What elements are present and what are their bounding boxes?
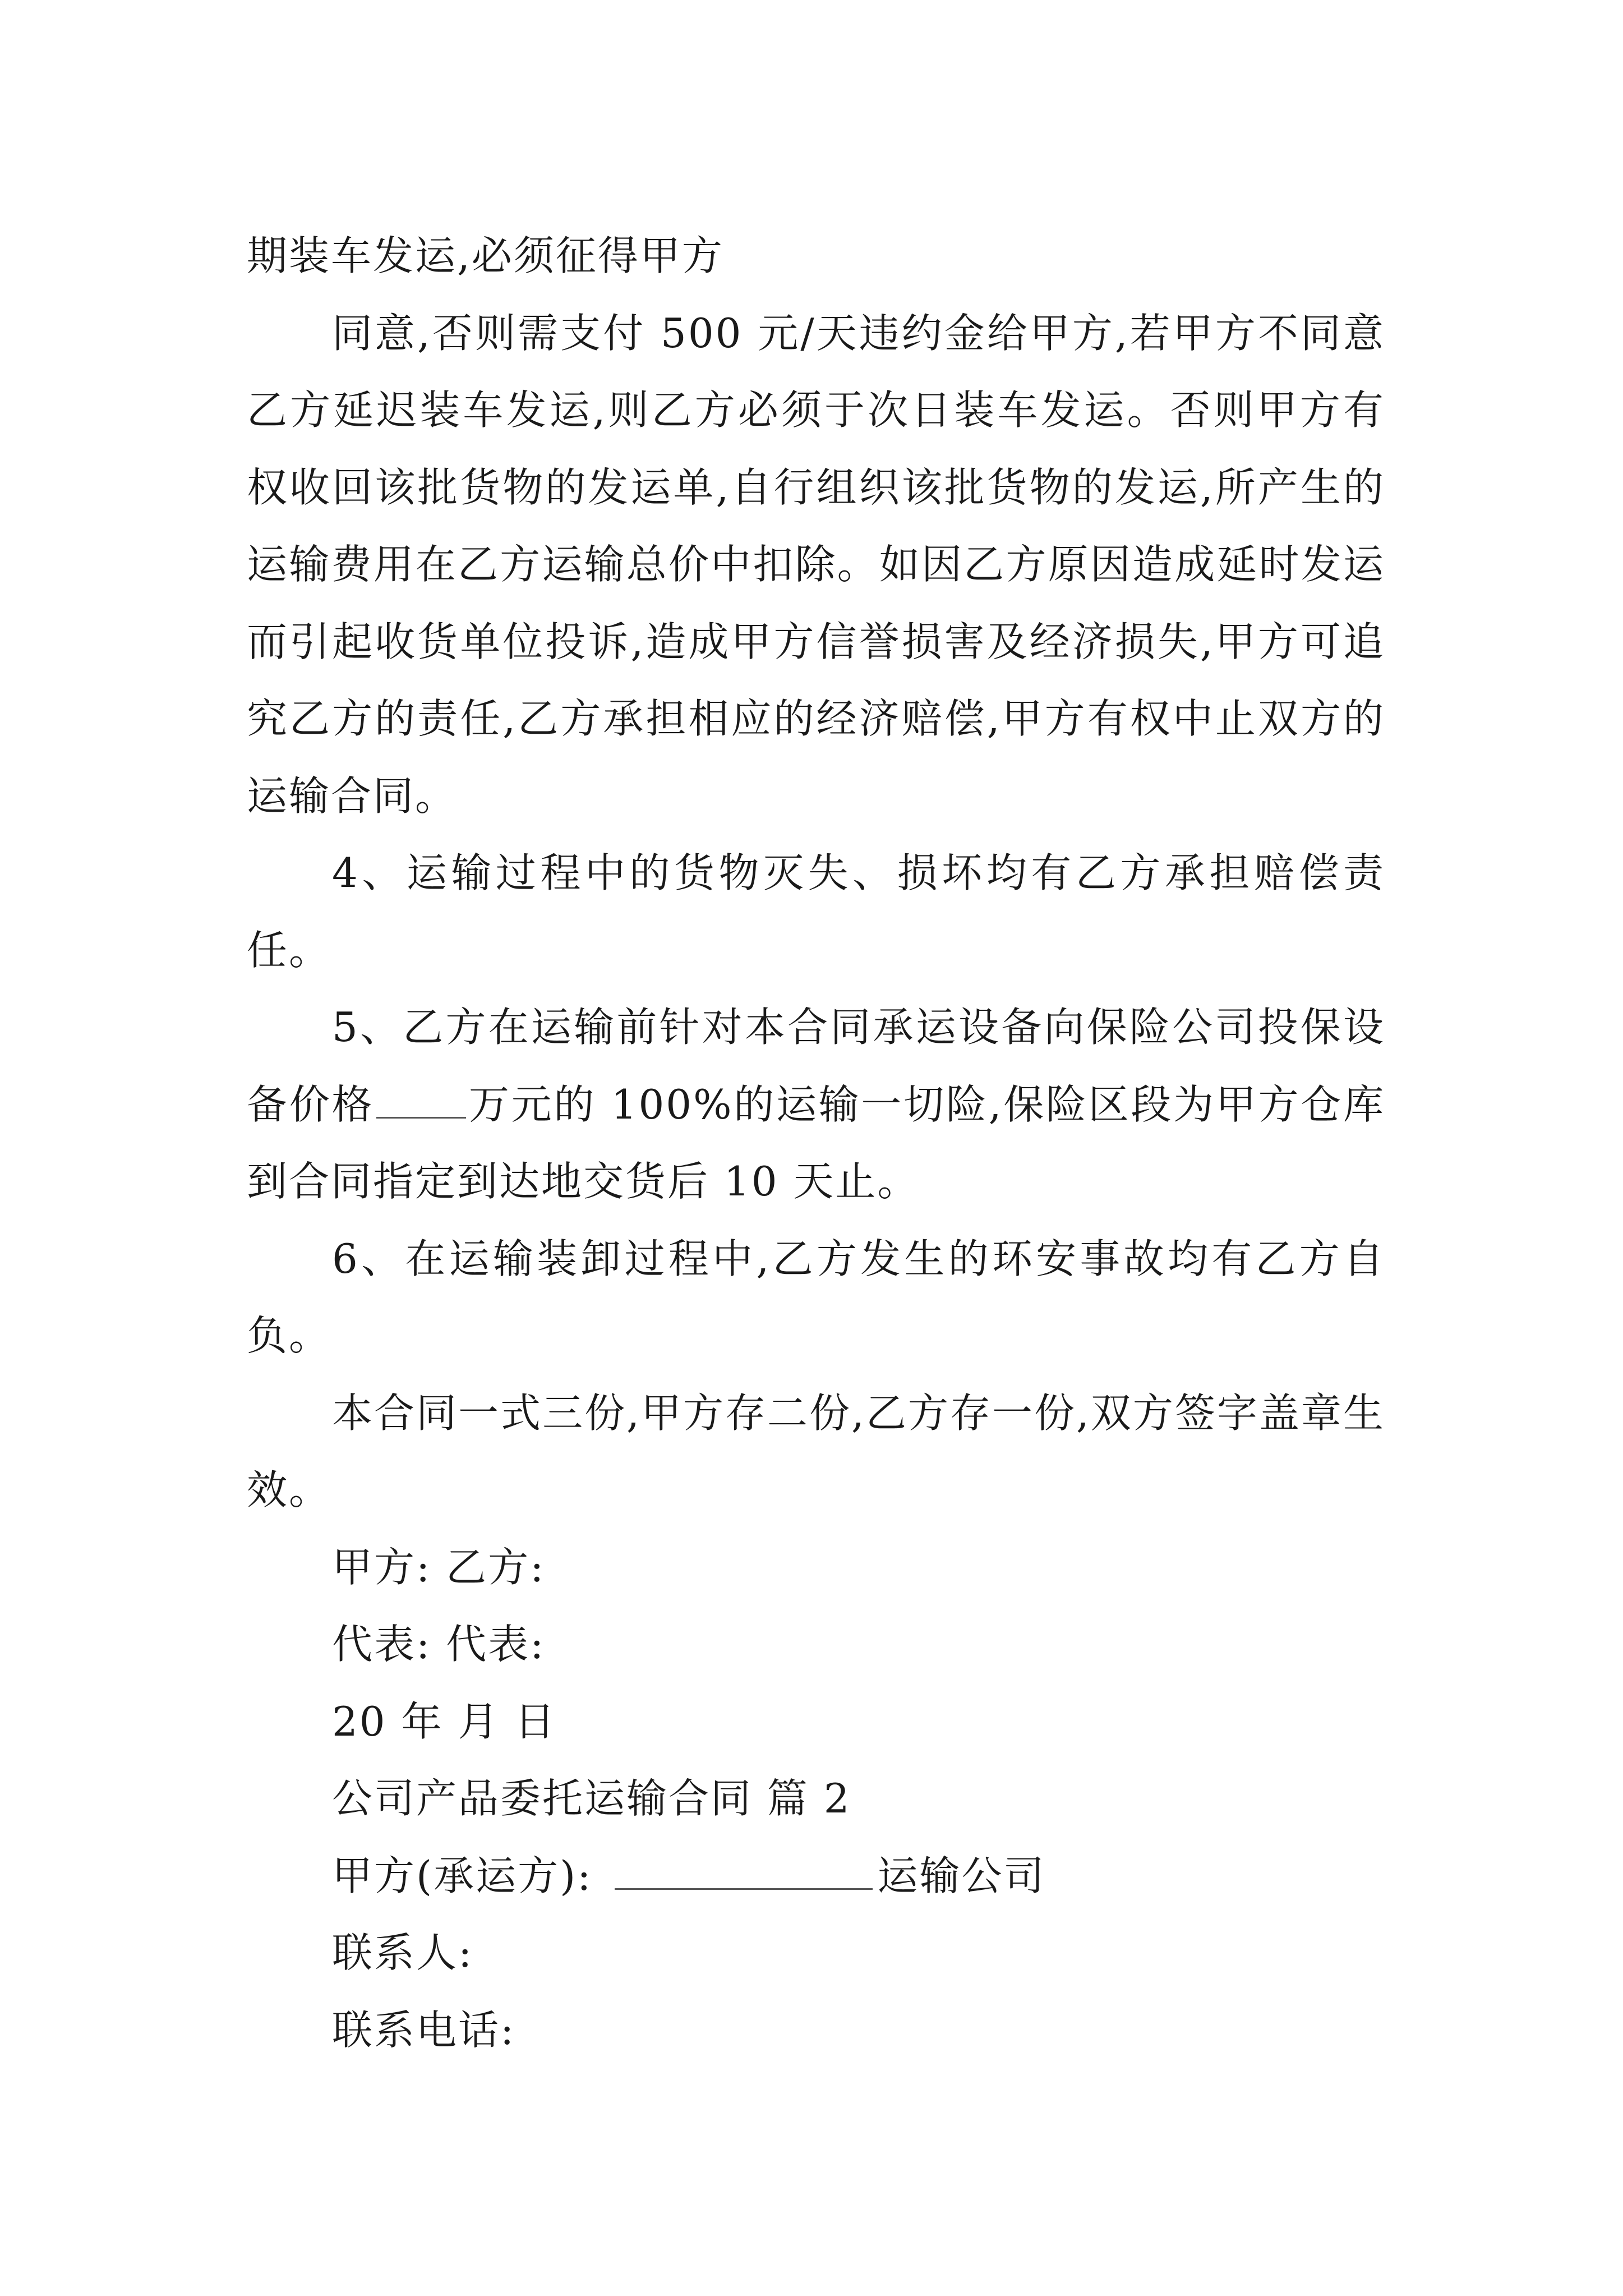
- clause-5-text-before: 5、乙方在运输前针对本合同承运设备向保险公司投保设备价格: [247, 1004, 1385, 1128]
- carrier-suffix: 运输公司: [877, 1852, 1046, 1899]
- signature-parties-line: 甲方: 乙方:: [332, 1543, 546, 1591]
- clause-5-text-after: 万元的 100%的运输一切险,保险区段为甲方仓库到合同指定到达地交货后 10 天止。: [247, 1080, 1385, 1205]
- contact-phone-line: 联系电话:: [332, 2006, 516, 2054]
- document-body: [247, 218, 1385, 2069]
- carrier-name-blank: [615, 1848, 873, 1890]
- signature-date-line: 20 年 月 日: [332, 1697, 557, 1745]
- insurance-amount-blank: [376, 1076, 466, 1119]
- carrier-line: [247, 1838, 1385, 1915]
- paragraph-clause-5: [247, 989, 1385, 1221]
- paragraph-delay-penalty: 同意,否则需支付 500 元/天违约金给甲方,若甲方不同意乙方延迟装车发运,则乙方必须于次日装车发运。否则甲方有权收回该批货物的发运单,自行组织该批货物的发运,所产生的运输费用在乙方运输总价中扣除。如因乙方原因造成延时发运而引起收货单位投诉,造成甲方信誉损害及经济损失,甲方可追究乙方的责任,乙方承担相应的经济赔偿,甲方有权中止双方的运输合同。: [247, 309, 1385, 820]
- paragraph-continuation: 期装车发运,必须征得甲方: [247, 232, 724, 279]
- signature-representatives-line: 代表: 代表:: [332, 1621, 546, 1668]
- paragraph-clause-4: 4、运输过程中的货物灭失、损坏均有乙方承担赔偿责任。: [247, 849, 1385, 974]
- paragraph-clause-6: 6、在运输装卸过程中,乙方发生的环安事故均有乙方自负。: [247, 1235, 1385, 1359]
- section-2-title: 公司产品委托运输合同 篇 2: [332, 1775, 851, 1822]
- carrier-label: 甲方(承运方):: [332, 1852, 593, 1899]
- paragraph-copies: 本合同一式三份,甲方存二份,乙方存一份,双方签字盖章生效。: [247, 1389, 1385, 1513]
- contact-person-line: 联系人:: [332, 1929, 474, 1976]
